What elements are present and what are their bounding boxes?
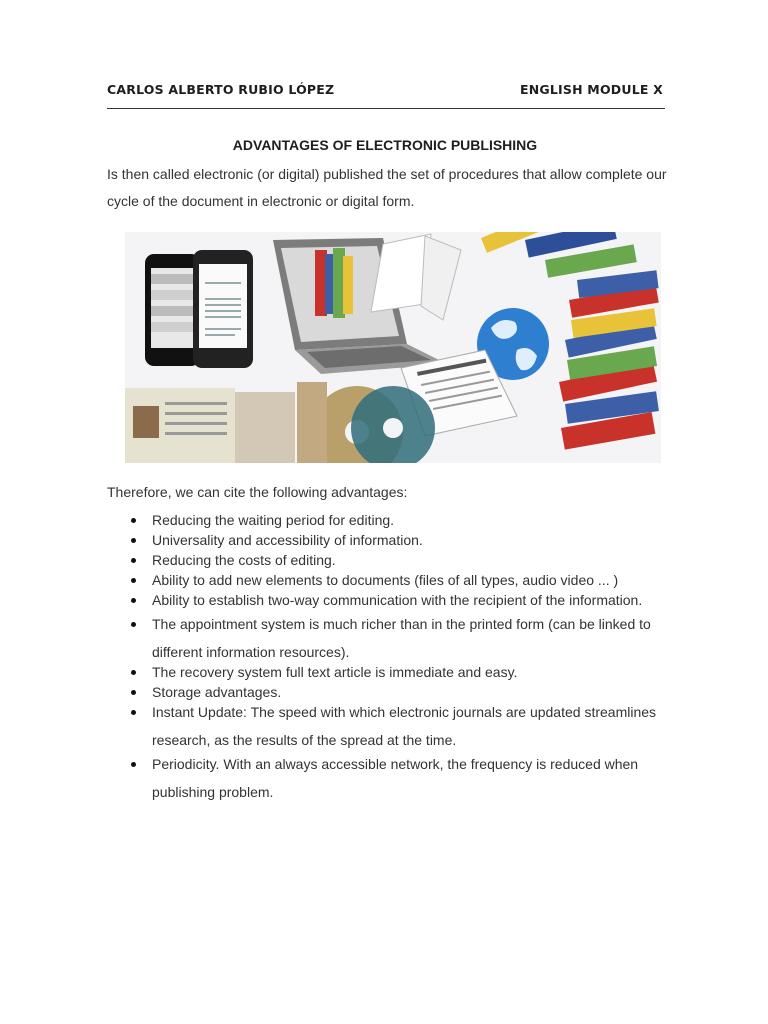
list-item: Reducing the costs of editing. bbox=[131, 550, 661, 570]
header-divider bbox=[107, 108, 665, 109]
list-item: The recovery system full text article is immediate and easy. bbox=[131, 662, 661, 682]
electronic-publishing-illustration bbox=[125, 232, 661, 463]
module-label: ENGLISH MODULE X bbox=[520, 82, 663, 97]
list-item: Reducing the waiting period for editing. bbox=[131, 510, 661, 530]
advantages-list bbox=[131, 510, 661, 802]
cd-icon bbox=[311, 386, 435, 463]
page-title: ADVANTAGES OF ELECTRONIC PUBLISHING bbox=[232, 137, 538, 153]
smartphone-icon bbox=[145, 250, 253, 368]
list-item: Storage advantages. bbox=[131, 682, 661, 702]
list-item: Ability to establish two-way communication with the recipient of the information. bbox=[131, 586, 661, 614]
list-item: Instant Update: The speed with which electronic journals are updated streamlines research, as the results of the spread at the time. bbox=[131, 698, 661, 754]
intro-paragraph: Is then called electronic (or digital) published the set of procedures that allow complete our cycle of the document in electronic or digital form. bbox=[107, 166, 667, 209]
list-item: The appointment system is much richer than in the printed form (can be linked to different information resources). bbox=[131, 610, 661, 666]
list-item: Periodicity. With an always accessible network, the frequency is reduced when publishing problem. bbox=[131, 750, 661, 806]
list-item: Universality and accessibility of information. bbox=[131, 530, 661, 550]
author-name: CARLOS ALBERTO RUBIO LÓPEZ bbox=[107, 82, 335, 97]
list-item: Ability to add new elements to documents (files of all types, audio video ... ) bbox=[131, 570, 661, 590]
advantages-intro: Therefore, we can cite the following advantages: bbox=[107, 484, 408, 500]
page-header bbox=[107, 82, 663, 97]
